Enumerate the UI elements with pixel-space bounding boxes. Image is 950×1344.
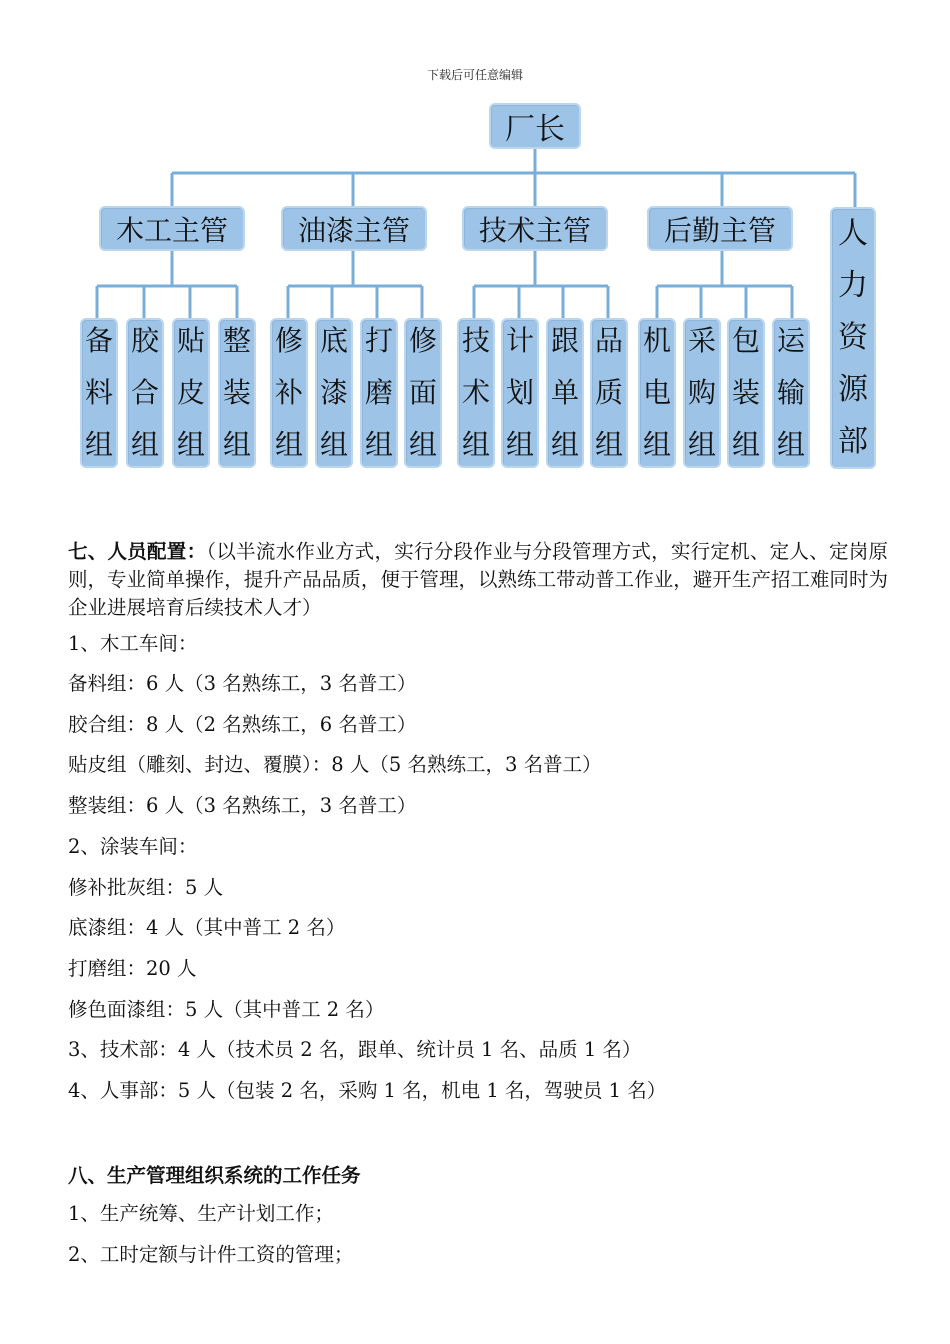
org-node-manager-label: 后勤主管 [663, 213, 776, 247]
section7-line: 整装组：6 人（3 名熟练工，3 名普工） [68, 794, 417, 817]
org-node-group-char: 品 [594, 324, 623, 357]
org-node-group-char: 计 [505, 324, 534, 357]
section7-line: 3、技术部：4 人（技术员 2 名，跟单、统计员 1 名、品质 1 名） [68, 1038, 642, 1061]
org-node-hr [830, 207, 876, 469]
section7-line: 打磨组：20 人 [68, 957, 197, 980]
org-chart [0, 0, 950, 500]
org-node-group-char: 跟 [550, 324, 579, 357]
org-node-group-char: 合 [130, 376, 159, 409]
org-node-group-char: 组 [642, 428, 671, 461]
section7-title: 七、人员配置： [68, 540, 207, 563]
org-node-hr-char: 力 [838, 268, 868, 303]
org-node-manager-label: 技术主管 [478, 213, 591, 247]
org-node-group-char: 底 [319, 324, 348, 357]
org-node-group [80, 318, 118, 468]
org-node-hr-char: 部 [838, 424, 868, 459]
org-node-manager [99, 206, 245, 251]
org-node-group-char: 组 [319, 428, 348, 461]
org-node-hr-char: 人 [838, 216, 868, 251]
section7-line: 4、人事部：5 人（包装 2 名，采购 1 名，机电 1 名，驾驶员 1 名） [68, 1079, 667, 1102]
org-node-group-char: 磨 [364, 376, 393, 409]
org-node-group [270, 318, 308, 468]
org-node-group-char: 组 [130, 428, 159, 461]
section7-line: 备料组：6 人（3 名熟练工，3 名普工） [68, 672, 417, 695]
org-node-group-char: 组 [176, 428, 205, 461]
org-node-group-char: 组 [408, 428, 437, 461]
org-node-group-char: 技 [461, 324, 490, 357]
org-node-group-char: 包 [731, 324, 760, 357]
header-note: 下载后可任意编辑 [426, 68, 523, 82]
org-node-group [218, 318, 256, 468]
org-node-group-char: 装 [731, 376, 760, 409]
org-node-group-char: 组 [274, 428, 303, 461]
org-node-group-char: 组 [731, 428, 760, 461]
org-node-group [638, 318, 676, 468]
org-node-group-char: 装 [222, 376, 251, 409]
org-node-group-char: 单 [550, 376, 579, 409]
org-node-group [172, 318, 210, 468]
org-node-group-char: 贴 [176, 324, 205, 357]
org-node-group-char: 组 [222, 428, 251, 461]
org-node-group-char: 术 [461, 376, 490, 409]
org-node-group-char: 打 [364, 324, 393, 357]
org-node-hr-label [838, 208, 868, 468]
org-node-group-char: 电 [642, 376, 671, 409]
org-node-manager [647, 206, 793, 251]
org-node-group-char: 机 [642, 324, 671, 357]
org-node-group-char: 漆 [319, 376, 348, 409]
section8-line: 1、生产统筹、生产计划工作； [68, 1202, 334, 1225]
org-node-manager-label: 油漆主管 [297, 213, 410, 247]
section7-line: 底漆组：4 人（其中普工 2 名） [68, 916, 346, 939]
section8-line: 2、工时定额与计件工资的管理； [68, 1243, 354, 1266]
org-node-group-char: 质 [594, 376, 623, 409]
org-node-group-char: 运 [776, 324, 805, 357]
org-node-group [546, 318, 584, 468]
org-node-hr-char: 资 [838, 320, 868, 355]
org-node-top [489, 103, 581, 149]
org-node-group [501, 318, 539, 468]
org-node-group-char: 备 [84, 324, 113, 357]
org-node-group [683, 318, 721, 468]
org-node-group [315, 318, 353, 468]
section7-line: 1、木工车间： [68, 632, 198, 655]
org-node-group-char: 皮 [176, 376, 205, 409]
org-node-group-char: 修 [408, 324, 437, 357]
org-node-group-char: 整 [222, 324, 251, 357]
org-node-group-char: 购 [687, 376, 716, 409]
org-node-group-char: 组 [776, 428, 805, 461]
section8-title: 八、生产管理组织系统的工作任务 [68, 1164, 361, 1187]
org-node-group-char: 组 [364, 428, 393, 461]
org-node-manager [281, 206, 427, 251]
org-node-group-char: 补 [274, 376, 303, 409]
org-node-group-char: 胶 [130, 324, 159, 357]
org-node-group [404, 318, 442, 468]
org-node-group-char: 组 [687, 428, 716, 461]
org-node-group [457, 318, 495, 468]
section7-line: 修色面漆组：5 人（其中普工 2 名） [68, 998, 385, 1021]
section7-line: 2、涂装车间： [68, 835, 198, 858]
org-node-group-char: 面 [408, 376, 437, 409]
org-node-group-char: 修 [274, 324, 303, 357]
org-node-group-char: 组 [594, 428, 623, 461]
org-node-group [727, 318, 765, 468]
org-node-group-char: 组 [505, 428, 534, 461]
org-node-group-char: 组 [84, 428, 113, 461]
org-node-group [772, 318, 810, 468]
org-node-group [360, 318, 398, 468]
org-node-group-char: 组 [550, 428, 579, 461]
org-node-group-char: 料 [84, 376, 113, 409]
org-node-hr-char: 源 [838, 372, 868, 407]
section7-line: 胶合组：8 人（2 名熟练工，6 名普工） [68, 713, 417, 736]
org-node-group-char: 采 [687, 324, 716, 357]
section7-intro: （以半流水作业方式，实行分段作业与分段管理方式，实行定机、定人、定岗原则，专业简单操作，提升产品品质，便于管理，以熟练工带动普工作业，避开生产招工难同时为企业进展培育后续技术人才） [68, 540, 888, 619]
org-node-group-char: 划 [505, 376, 534, 409]
section7-line: 修补批灰组：5 人 [68, 876, 224, 899]
org-node-manager [462, 206, 608, 251]
org-node-group [590, 318, 628, 468]
org-node-group-char: 组 [461, 428, 490, 461]
org-node-manager-label: 木工主管 [115, 213, 228, 247]
section7-intro-paragraph [68, 538, 888, 622]
org-node-group [126, 318, 164, 468]
org-node-group-char: 输 [776, 376, 805, 409]
org-node-top-label: 厂长 [505, 112, 565, 147]
section7-line: 贴皮组（雕刻、封边、覆膜）：8 人（5 名熟练工，3 名普工） [68, 753, 602, 776]
